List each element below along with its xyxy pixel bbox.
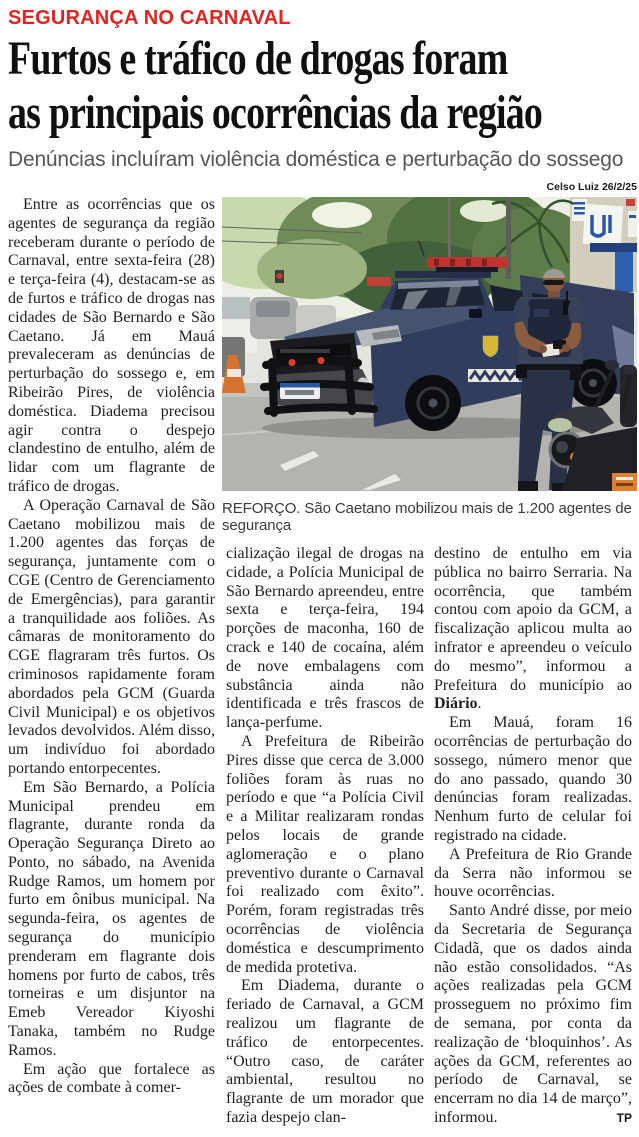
paragraph-text: Entre as ocorrências que os agentes de segurança da região receberam durante o período de Carnaval, entre sexta-feira (28) e terça-feira (4), destacam-se as de furtos e tráfico de drogas nas cidades de São Bernardo e São Caetano. Já em Mauá prevaleceram as denúncias de perturbação do sossego e, em Ribeirão Pires, de violência doméstica. Diadema precisou agir contra o despejo clandestino de entulho, além de lidar com um flagrante de tráfico de drogas.: [8, 196, 215, 495]
subheadline: Denúncias incluíram violência doméstica e perturbação do sossego: [8, 148, 624, 171]
cloth: [548, 418, 572, 432]
paragraph-text: destino de entulho em via pública no bairro Serraria. Na ocorrência, que também contou com apoio da GCM, a fiscalização aplicou multa ao infrator e apreendeu o veículo do mesmo”, informou a Prefeitura do município ao: [434, 545, 632, 694]
paragraph-text: A Prefeitura de Ribeirão Pires disse que cerca de 3.000 foliões foram às ruas no período e que “a Polícia Civil e a Militar realizaram rondas pelos locais de grande aglomeração e o plano preventivo durante o Carnaval foi realizado com êxito”. Porém, foram registradas três ocorrências de violência doméstica e descumprimento de medida protetiva.: [226, 732, 424, 976]
paragraph-text: Em São Bernardo, a Polícia Municipal prendeu em flagrante, durante ronda da Operação Segurança Direto ao Ponto, no sábado, na Avenida Rudge Ramos, um homem por furto em ônibus municipal. Na segunda-feira, os agentes de segurança do município prenderam em flagrante dois homens por furto de cabos, três torneiras e um disjuntor na Emeb Vereador Kiyoshi Tanaka, também no Rudge Ramos.: [8, 778, 215, 1059]
paragraph-text: A Operação Carnaval de São Caetano mobilizou mais de 1.200 agentes das forças de segurança, juntamente com o CGE (Centro de Gerenciamento de Emergências), para garantir a tranquilidade aos foliões. As câmaras de monitoramento do CGE flagraram três furtos. Os criminosos rapidamente foram abordados pela GCM (Guarda Civil Municipal) e os objetivos levados devolvidos. Além disso, um indivíduo foi abordado portando entorpecentes.: [8, 496, 215, 777]
headline-line-1: Furtos e tráfico de drogas foram: [8, 32, 508, 85]
side-mirror: [469, 309, 482, 318]
buildings: [570, 197, 637, 292]
article-column-1: [8, 196, 215, 1114]
paragraph-text: A Prefeitura de Rio Grande da Serra não informou se houve ocorrências.: [434, 845, 632, 901]
bold-publication-name: Diário: [434, 695, 478, 713]
article-paragraph: [226, 545, 424, 733]
news-photo-illustration: [222, 197, 637, 491]
paragraph-text: Santo André disse, por meio da Secretaria de Segurança Cidadã, que os dados ainda não estão consolidados. “As ações realizadas pela GCM prosseguem no próximo fim de semana, por conta da realização de ‘bloquinhos’. As ações da GCM, referentes ao período de Carnaval, se encerram no dia 14 de março”, informou.: [434, 902, 632, 1126]
article-paragraph: [434, 714, 632, 846]
headline: [8, 32, 636, 140]
photo-credit: Celso Luiz 26/2/25: [546, 181, 637, 193]
article-paragraph: [8, 196, 215, 497]
mirror: [605, 360, 619, 370]
headline-line-2: as principais ocorrências da região: [8, 86, 543, 139]
article-paragraph: [8, 779, 215, 1061]
paragraph-text: Em Diadema, durante o feriado de Carnaval, a GCM realizou um flagrante de tráfico de entorpecentes. “Outro caso, de caráter ambiental, resultou no flagrante de um morador que fazia despejo clan-: [226, 977, 424, 1126]
paragraph-text: Em Mauá, foram 16 ocorrências de perturbação do sossego, número menor que do ano passado, quando 30 denúncias foram realizadas. Nenhum furto de celular foi registrado na cidade.: [434, 714, 632, 844]
article-paragraph: [434, 846, 632, 902]
article-paragraph: [434, 902, 632, 1128]
news-photo: [222, 197, 637, 491]
article-paragraph: [226, 977, 424, 1127]
author-initials: TP: [497, 1110, 632, 1125]
gcm-door-shield: [482, 335, 499, 358]
article-paragraph: [434, 545, 632, 714]
article-column-2: [226, 545, 424, 1126]
article-paragraph: [8, 497, 215, 779]
mirror: [624, 365, 636, 375]
article-column-3: [434, 545, 632, 1126]
paragraph-text: cialização ilegal de drogas na cidade, a Polícia Municipal de São Bernardo apreendeu, entre sexta e terça-feira, 194 porções de maconha, 160 de crack e 140 de cocaína, além de nove embalagens com substância ainda não identificada e três frascos de lança-perfume.: [226, 545, 424, 732]
article-paragraph: [8, 1061, 215, 1099]
photo-caption: REFORÇO. São Caetano mobilizou mais de 1.200 agentes de segurança: [222, 500, 632, 534]
paragraph-text: .: [477, 695, 482, 713]
paragraph-text: Em ação que fortalece as ações de combate à comer-: [8, 1060, 215, 1097]
orange-sticker: [612, 473, 637, 491]
sunglasses: [543, 280, 564, 285]
section-kicker: SEGURANÇA NO CARNAVAL: [8, 7, 291, 29]
article-paragraph: [226, 733, 424, 977]
